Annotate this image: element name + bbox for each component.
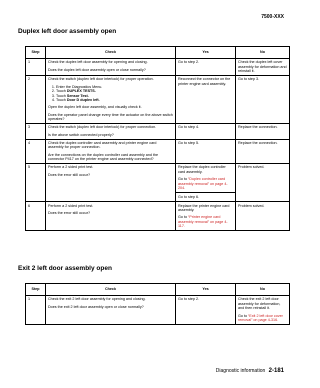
check-question: Does the error still occur?: [48, 172, 91, 177]
yes-cell: Go to step 4.: [176, 124, 236, 140]
no-cell: Problem solved.: [236, 164, 290, 202]
page-footer: [216, 368, 284, 374]
table-header-row: [26, 47, 290, 59]
no-cell: Replace the connection.: [236, 139, 290, 163]
duplex-troubleshooting-table: [25, 46, 290, 231]
no-cell: Problem solved.: [236, 202, 290, 231]
table-row: [26, 296, 290, 325]
check-question: Does the error still occur?: [48, 211, 91, 216]
page-number: 2-181: [268, 368, 284, 374]
table-row: [26, 164, 290, 202]
list-item: 3. Touch Sensor Test.: [56, 94, 173, 98]
check-cell: [46, 202, 176, 231]
yes-cell: Go to step 5.: [176, 139, 236, 163]
step-number: 1: [26, 59, 46, 76]
step-number: 4: [26, 139, 46, 163]
check-text: Perform a 2 sided print test.: [48, 203, 94, 208]
table-row: [26, 124, 290, 140]
yes-cell: Replace the printer engine card assembly. Go to “Printer engine card assembly removal” on page 4-117.: [176, 202, 236, 231]
step-number: 5: [26, 164, 46, 202]
check-text: Check the duplex controller card assembly and printer engine card assembly for proper connection.: [48, 141, 157, 150]
no-cell: Replace the connection.: [236, 124, 290, 140]
check-text: Check the switch (duplex left door interlock) for proper connection.: [48, 125, 157, 130]
check-cell: [46, 164, 176, 202]
table-row: [26, 59, 290, 76]
removal-link[interactable]: “Duplex controller card assembly removal” on page 4-204.: [178, 177, 228, 191]
yes-cell: Reconnect the connector on the printer engine card assembly.: [176, 76, 236, 124]
yes-action: Replace the printer engine card assembly.: [178, 203, 230, 213]
no-cell: Go to step 3.: [236, 76, 290, 124]
column-header-no: No: [236, 47, 290, 59]
check-question: Does the operator panel change every time the actuator on the above switch operates?: [48, 112, 173, 122]
list-item: 1. Enter the Diagnostics Menu.: [56, 85, 173, 89]
section-title-exit2: Exit 2 left door assembly open: [18, 265, 112, 272]
table-row: [26, 139, 290, 163]
no-action: Check the exit 2 left door assembly for deformation, and then reinstall it.: [238, 297, 281, 311]
check-cell: [46, 139, 176, 163]
model-number: 7500-XXX: [261, 14, 284, 20]
table-row: [26, 202, 290, 231]
diagnostic-steps-list: [48, 85, 173, 103]
yes-cell: Go to step 2.: [176, 59, 236, 76]
no-cell: Check the exit 2 left door assembly for deformation, and then reinstall it. Go to “Exit 2 left door cover removal” on page 4-316.: [236, 296, 290, 325]
column-header-step: Step: [26, 284, 46, 296]
check-text: Perform a 2 sided print test.: [48, 165, 94, 170]
check-question: Does the duplex left door assembly open or close normally?: [48, 67, 146, 72]
step-number: 6: [26, 202, 46, 231]
step-number: 2: [26, 76, 46, 124]
check-cell: [46, 296, 176, 325]
check-text: Check the exit 2 left door assembly for opening and closing.: [48, 297, 146, 302]
yes-followup: Go to step 6.: [176, 192, 235, 199]
exit2-troubleshooting-table: [25, 283, 290, 325]
check-cell: [46, 124, 176, 140]
column-header-yes: Yes: [176, 284, 236, 296]
check-text: Open the duplex left door assembly, and visually check it.: [48, 105, 142, 110]
check-question: Is the above switch connected properly?: [48, 132, 114, 137]
table-row: [26, 76, 290, 124]
check-cell: [46, 76, 176, 124]
section-title-duplex: Duplex left door assembly open: [18, 28, 117, 35]
check-question: Does the exit 2 left door assembly open or close normally?: [48, 304, 144, 309]
column-header-no: No: [236, 284, 290, 296]
removal-link[interactable]: “Printer engine card assembly removal” on page 4-117.: [178, 215, 228, 229]
footer-label: Diagnostic information: [215, 368, 266, 374]
check-text: Check the switch (duplex left door interlock) for proper operation.: [48, 77, 154, 82]
list-item: 2. Touch DUPLEX TESTS.: [56, 89, 173, 93]
yes-cell: Replace the duplex controller card assembly. Go to “Duplex controller card assembly removal” on page 4-204. Go to step 6.: [176, 164, 236, 202]
yes-cell: Go to step 2.: [176, 296, 236, 325]
list-item: 4. Touch Door D duplex left.: [56, 98, 173, 102]
removal-link[interactable]: “Exit 2 left door cover removal” on page 4-316.: [238, 313, 283, 323]
column-header-check: Check: [46, 284, 176, 296]
column-header-yes: Yes: [176, 47, 236, 59]
table-header-row: [26, 284, 290, 296]
no-cell: Check the duplex left cover assembly for deformation and reinstall it.: [236, 59, 290, 76]
yes-action: Replace the duplex controller card assembly.: [178, 165, 226, 174]
column-header-check: Check: [46, 47, 176, 59]
check-text: Check the duplex left door assembly for opening and closing.: [48, 60, 148, 65]
column-header-step: Step: [26, 47, 46, 59]
step-number: 3: [26, 124, 46, 140]
check-cell: [46, 59, 176, 76]
check-question: Are the connections on the duplex controller card assembly and the connector P417 on the printer engine card assembly connected?: [48, 152, 159, 162]
step-number: 1: [26, 296, 46, 325]
